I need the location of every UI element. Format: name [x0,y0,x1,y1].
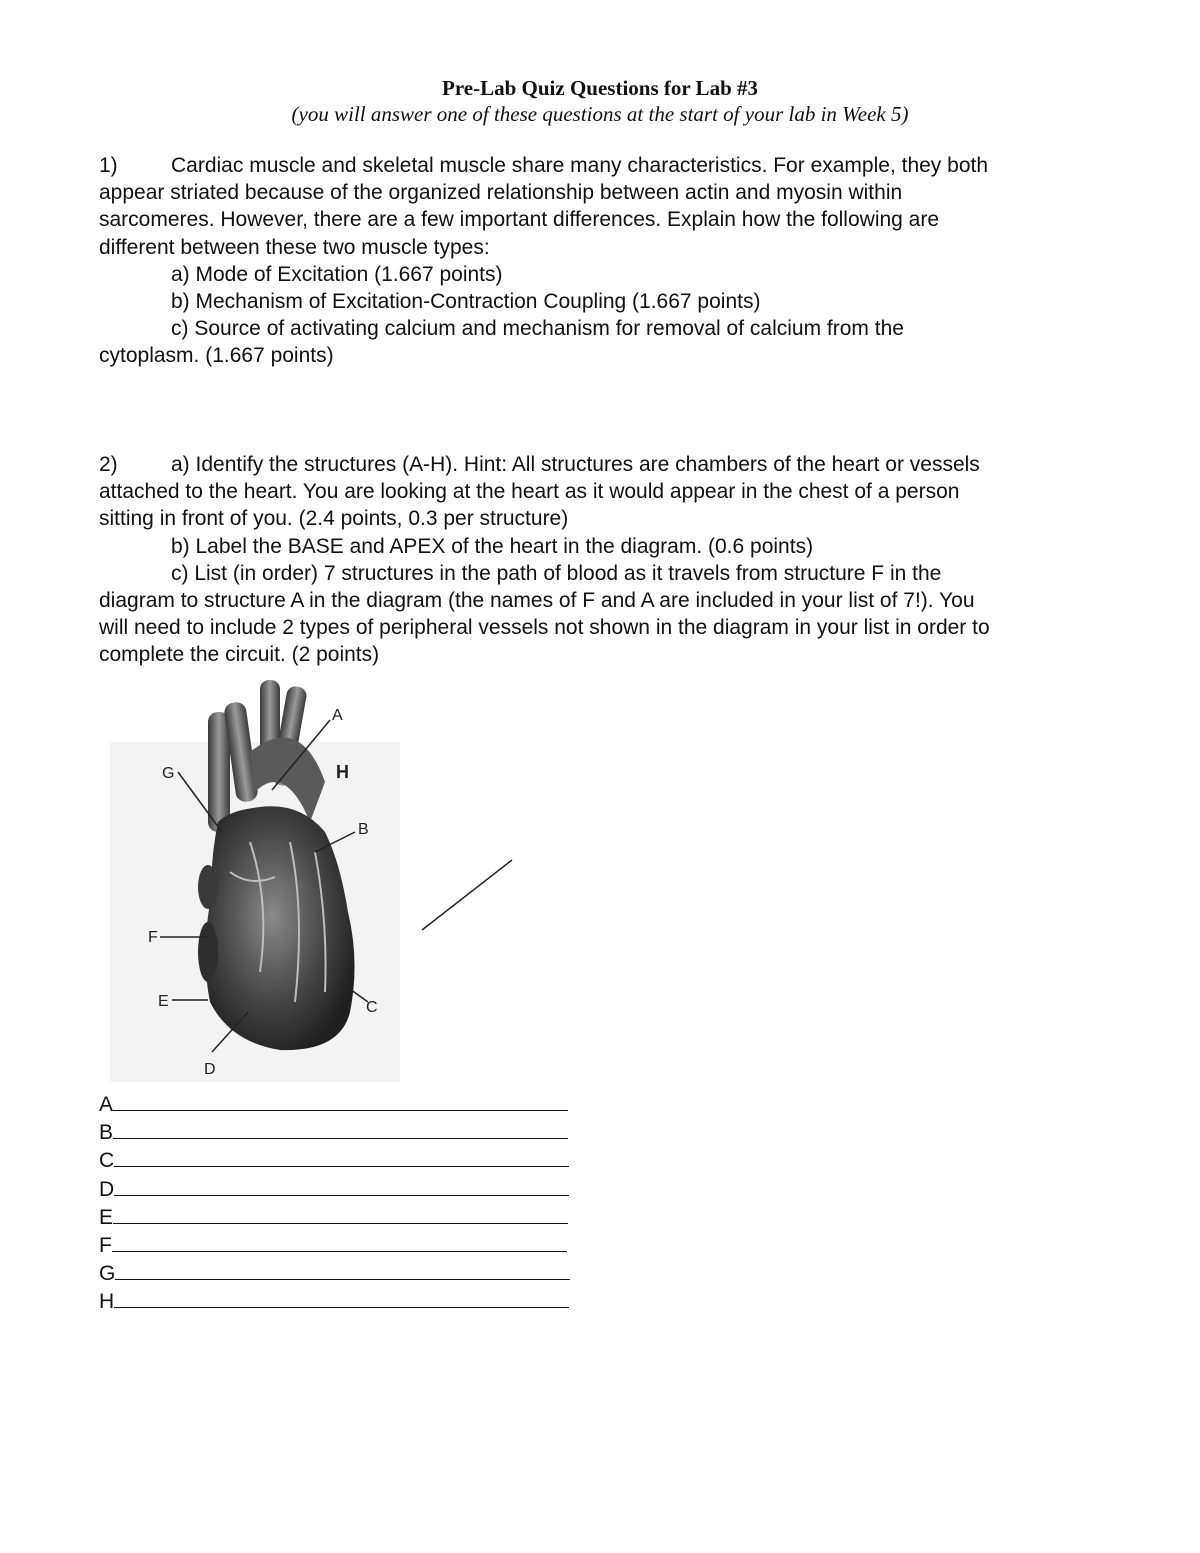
answer-letter: E [99,1205,114,1229]
answer-row[interactable] [99,1090,570,1118]
answer-blank-line[interactable] [113,1203,568,1224]
q1-intro-line-1: Cardiac muscle and skeletal muscle share many characteristics. For example, they both [171,154,989,177]
q2-part-b: b) Label the BASE and APEX of the heart in the diagram. (0.6 points) [171,534,814,558]
q1-part-c: c) Source of activating calcium and mechanism for removal of calcium from the [171,317,904,341]
heart-diagram [100,672,520,1092]
question-2 [99,451,1099,669]
label-b: B [358,821,369,838]
answer-blank-line[interactable] [114,1287,569,1308]
answer-letter: H [99,1290,115,1314]
q2-part-a-line-1: a) Identify the structures (A-H). Hint: All structures are chambers of the heart or vessels [171,453,980,476]
q2-part-c: c) List (in order) 7 structures in the path of blood as it travels from structure F in the [171,561,942,585]
answer-blank-line[interactable] [113,1090,568,1111]
q1-part-a: a) Mode of Excitation (1.667 points) [171,262,503,286]
q2-part-a-line-3: sitting in front of you. (2.4 points, 0.3 per structure) [99,507,569,531]
label-e: E [158,993,169,1010]
q1-intro-line-4: different between these two muscle types: [99,235,490,259]
answer-row[interactable] [99,1118,570,1146]
label-c: C [366,999,378,1016]
q1-number: 1) [99,154,118,177]
q2-part-c-line-4: complete the circuit. (2 points) [99,643,380,667]
label-f: F [148,929,158,946]
question-1 [99,152,1099,370]
answer-letter: F [99,1234,112,1258]
answer-blank-line[interactable] [113,1118,568,1139]
q1-part-c-line-2: cytoplasm. (1.667 points) [99,344,334,368]
answer-row[interactable] [99,1175,570,1203]
answer-blank-line[interactable] [114,1146,569,1167]
label-a: A [332,707,343,724]
answer-letter: B [99,1121,114,1145]
q2-part-c-line-3: will need to include 2 types of peripheral vessels not shown in the diagram in your list in order to [99,616,990,640]
lower-vessel-stub [198,922,218,982]
answer-row[interactable] [99,1203,570,1231]
page-subtitle: (you will answer one of these questions at the start of your lab in Week 5) [291,102,909,126]
q1-intro-line-2: appear striated because of the organized relationship between actin and myosin within [99,181,903,205]
page-title: Pre-Lab Quiz Questions for Lab #3 [442,76,758,100]
answer-row[interactable] [99,1146,570,1174]
answer-letter: A [99,1093,114,1116]
vena-cava-stub [198,865,218,909]
q2-part-a-line-2: attached to the heart. You are looking at the heart as it would appear in the chest of a person [99,480,960,504]
answer-blank-line[interactable] [115,1259,570,1280]
answer-letter: G [99,1262,116,1286]
label-h: H [336,762,349,782]
q2-number: 2) [99,453,118,476]
q1-part-b: b) Mechanism of Excitation-Contraction Coupling (1.667 points) [171,290,761,314]
q1-intro [99,152,1099,179]
answer-letter: C [99,1149,115,1173]
label-g: G [162,765,175,782]
label-d: D [204,1061,216,1078]
q2-part-c-line-2: diagram to structure A in the diagram (the names of F and A are included in your list of 7!). You [99,589,975,613]
answer-row[interactable] [99,1259,570,1287]
q2-part-a [99,451,1099,478]
answer-row[interactable] [99,1231,570,1259]
answer-letter: D [99,1177,115,1201]
q1-intro-line-3: sarcomeres. However, there are a few important differences. Explain how the following are [99,208,940,232]
answer-row[interactable] [99,1287,570,1315]
answer-blank-line[interactable] [114,1175,569,1196]
answer-blanks [99,1090,570,1316]
answer-blank-line[interactable] [112,1231,567,1252]
